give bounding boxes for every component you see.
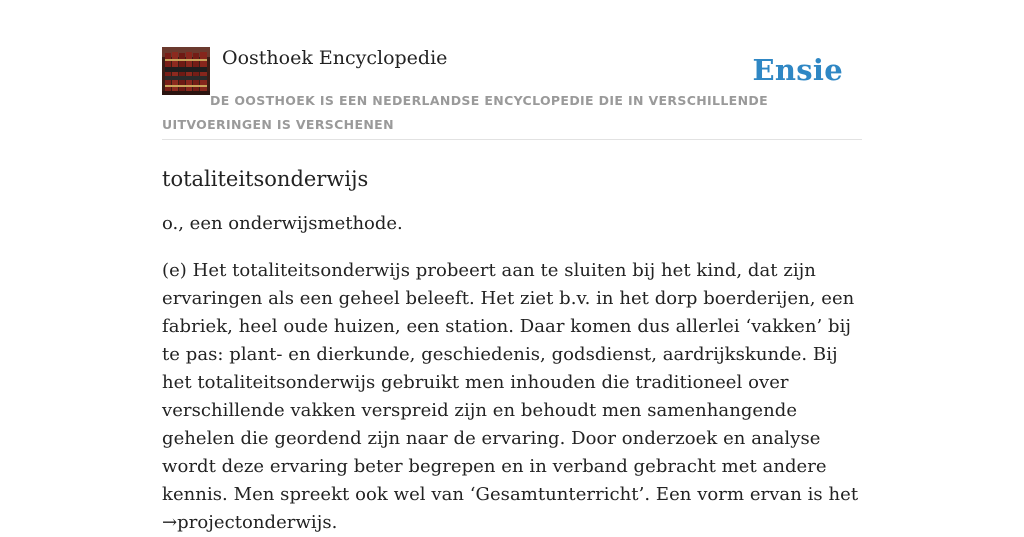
ensie-brand-link[interactable]: Ensie bbox=[752, 53, 843, 87]
article-body-text: (e) Het totaliteitsonderwijs probeert aan te sluiten bij het kind, dat zijn ervaringen als een geheel beleeft. Het ziet b.v. in het dorp boerderijen, een fabriek, heel oude huizen, een station. Daar komen dus allerlei ‘vakken’ bij te pas: plant- en dierkunde, geschiedenis, godsdienst, aardrijkskunde. Bij het totaliteitsonderwijs gebruikt men inhouden die traditioneel over verschillende vakken verspreid zijn en behoudt men samenhangende gehelen die geordend zijn naar de ervaring. Door onderzoek en analyse wordt deze ervaring beter begrepen en in verband gebracht met andere kennis. Men spreekt ook wel van ‘Gesamtunterricht’. Een vorm ervan is het bbox=[162, 260, 859, 505]
article bbox=[162, 160, 862, 537]
site-header bbox=[162, 0, 862, 140]
site-title[interactable]: Oosthoek Encyclopedie bbox=[222, 47, 448, 69]
article-body bbox=[162, 257, 862, 537]
xref-label: projectonderwijs bbox=[177, 512, 332, 533]
encyclopedia-books-avatar-icon[interactable] bbox=[162, 47, 210, 95]
site-tagline: DE OOSTHOEK IS EEN NEDERLANDSE ENCYCLOPEDIE DIE IN VERSCHILLENDE UITVOERINGEN IS VERSCHENEN bbox=[162, 93, 768, 132]
header-divider bbox=[162, 139, 862, 140]
arrow-right-icon: → bbox=[162, 512, 178, 533]
article-definition: o., een onderwijsmethode. bbox=[162, 213, 403, 234]
article-end-punct: . bbox=[331, 512, 338, 533]
article-headword: totaliteitsonderwijs bbox=[162, 167, 369, 191]
projectonderwijs-link[interactable] bbox=[162, 512, 332, 533]
